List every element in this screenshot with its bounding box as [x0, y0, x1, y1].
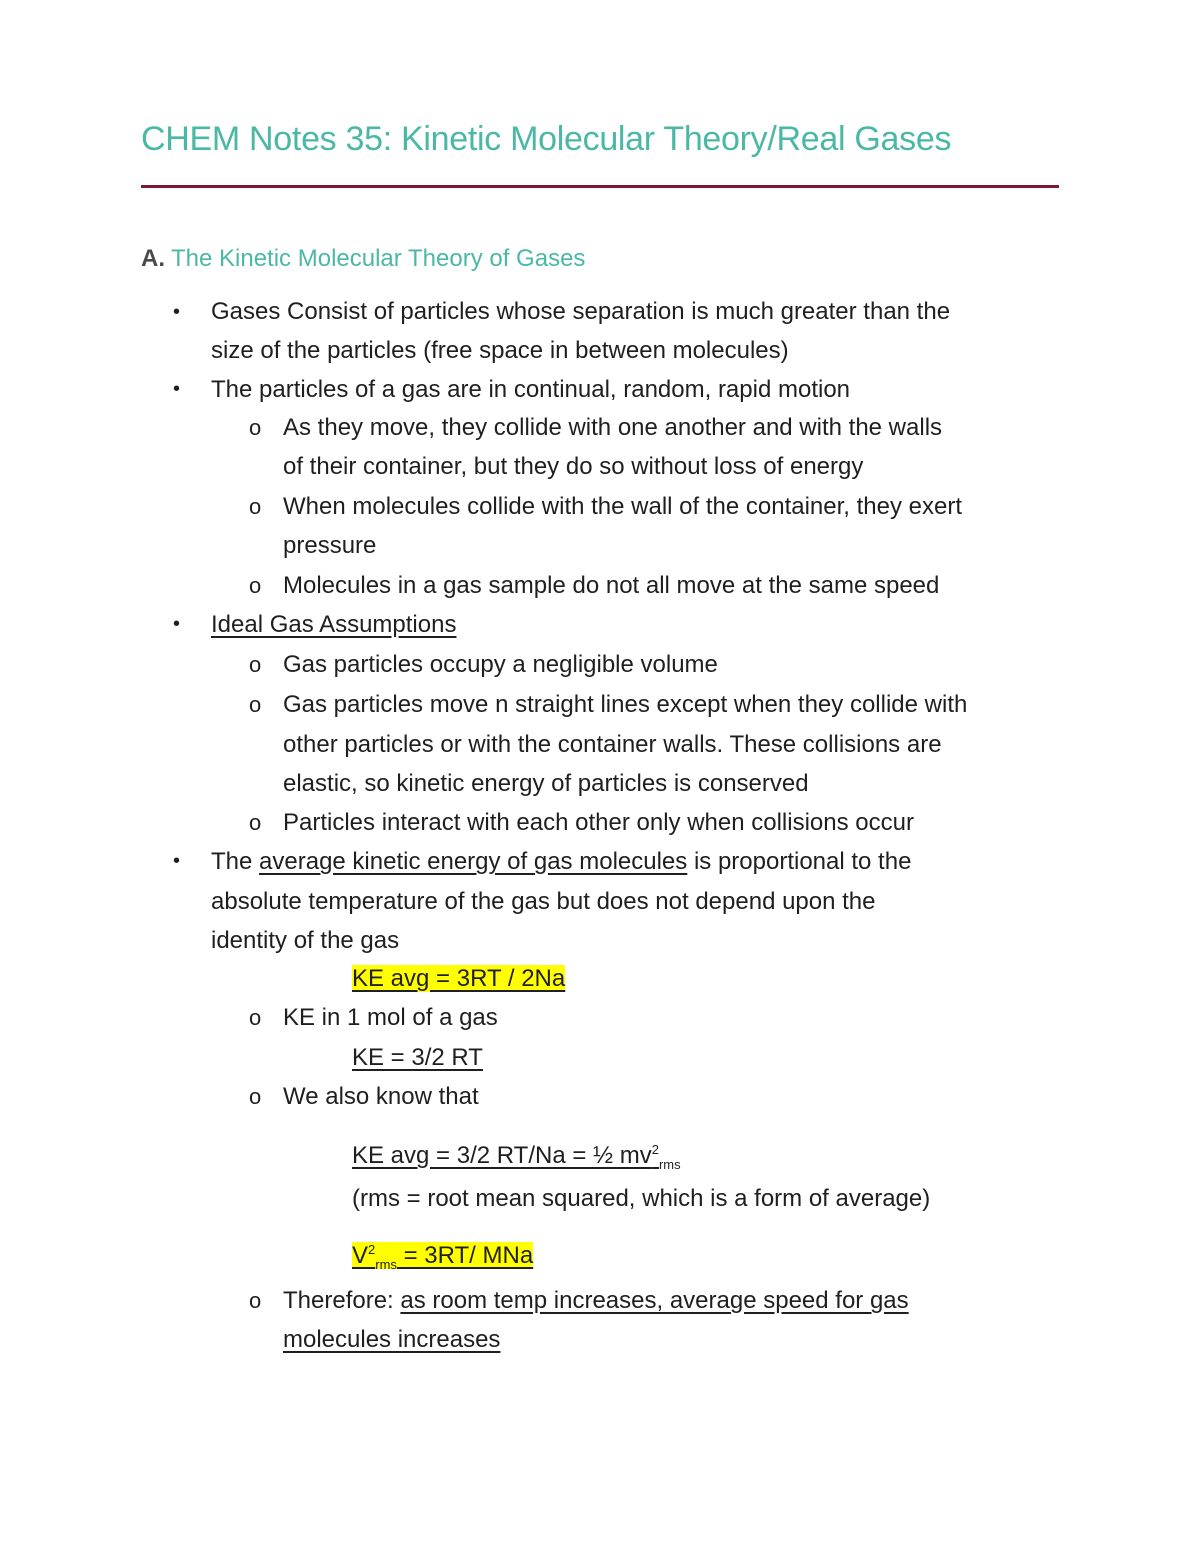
sub-bullet-icon: o [249, 1288, 262, 1313]
section-title: The Kinetic Molecular Theory of Gases [171, 245, 586, 272]
equation-text: V [352, 1242, 369, 1269]
equation [352, 964, 565, 994]
superscript: 2 [368, 1242, 376, 1257]
bullet-text: Gases Consist of particles whose separation is much greater than the [211, 298, 951, 325]
sub-bullet-icon: o [249, 1005, 262, 1030]
sub-bullet-icon: o [249, 692, 262, 717]
underlined-text: average kinetic energy of gas molecules [259, 848, 688, 875]
sub-bullet-text: When molecules collide with the wall of the container, they exert [283, 493, 963, 520]
page-title: CHEM Notes 35: Kinetic Molecular Theory/Real Gases [141, 120, 952, 158]
text-run: is proportional to the [687, 848, 912, 875]
bullet-text: size of the particles (free space in between molecules) [211, 337, 789, 364]
bullet-icon: • [173, 378, 181, 400]
sub-bullet-text: elastic, so kinetic energy of particles is conserved [283, 770, 809, 797]
highlighted-equation [352, 1242, 534, 1272]
sub-bullet-icon: o [249, 810, 262, 835]
sub-bullet-text: We also know that [283, 1083, 479, 1110]
sub-bullet-text: Gas particles move n straight lines except when they collide with [283, 691, 968, 718]
highlighted-equation: KE avg = 3RT / 2Na [352, 965, 566, 992]
superscript: 2 [651, 1142, 659, 1157]
equation-text: = 3RT/ MNa [396, 1242, 534, 1269]
sub-bullet-text: Gas particles occupy a negligible volume [283, 651, 718, 678]
sub-bullet-icon: o [249, 1084, 262, 1109]
text-run: The [211, 848, 260, 875]
section-letter: A. [141, 245, 165, 272]
bullet-text: absolute temperature of the gas but does not depend upon the [211, 888, 876, 915]
subscript: rms [658, 1156, 681, 1172]
bullet-text: Ideal Gas Assumptions [211, 611, 457, 638]
sub-bullet-icon: o [249, 494, 262, 519]
title-divider [141, 185, 1059, 188]
sub-bullet-icon: o [249, 652, 262, 677]
sub-bullet-text: Molecules in a gas sample do not all move at the same speed [283, 572, 940, 599]
note-text: (rms = root mean squared, which is a form of average) [352, 1185, 931, 1212]
sub-bullet-icon: o [249, 415, 262, 440]
bullet-icon: • [173, 850, 181, 872]
sub-bullet-text: KE in 1 mol of a gas [283, 1004, 498, 1031]
bullet-icon: • [173, 613, 181, 635]
subscript: rms [375, 1256, 397, 1272]
equation [352, 1135, 681, 1180]
bullet-text: The particles of a gas are in continual, random, rapid motion [211, 376, 851, 403]
text-run: Therefore: [283, 1287, 401, 1314]
equation [352, 1235, 533, 1280]
sub-bullet-text: molecules increases [283, 1326, 501, 1353]
sub-bullet-text: Particles interact with each other only when collisions occur [283, 809, 914, 836]
equation: KE = 3/2 RT [352, 1044, 483, 1071]
sub-bullet-text: other particles or with the container walls. These collisions are [283, 731, 942, 758]
section-heading [141, 245, 585, 273]
equation-text: KE avg = 3/2 RT/Na = ½ mv [352, 1142, 652, 1169]
bullet-text [211, 847, 911, 877]
sub-bullet-text: of their container, but they do so without loss of energy [283, 453, 864, 480]
sub-bullet-text: pressure [283, 532, 377, 559]
sub-bullet-text [283, 1286, 909, 1316]
underlined-text: as room temp increases, average speed for gas [400, 1287, 909, 1314]
sub-bullet-icon: o [249, 573, 262, 598]
bullet-text: identity of the gas [211, 927, 400, 954]
sub-bullet-text: As they move, they collide with one another and with the walls [283, 414, 943, 441]
bullet-icon: • [173, 301, 181, 323]
